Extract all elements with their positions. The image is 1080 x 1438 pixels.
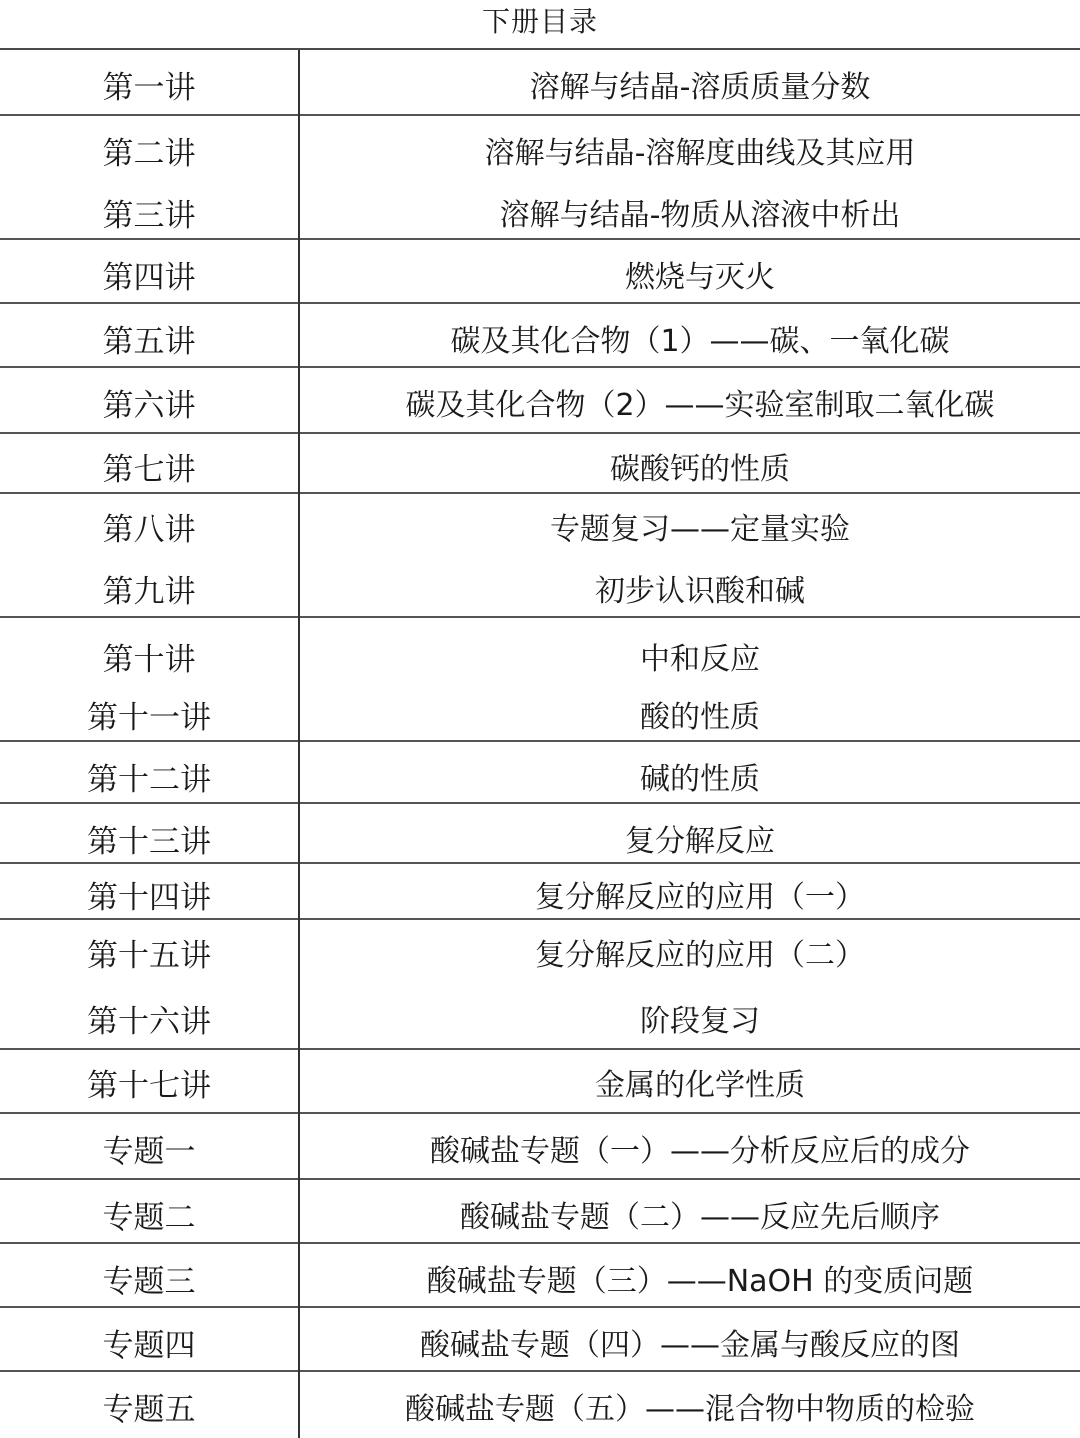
table-row — [0, 494, 1080, 618]
lecture-topic: 酸碱盐专题（三）——NaOH 的变质问题 — [426, 1264, 974, 1299]
table-row — [0, 1244, 1080, 1308]
page-title: 下册目录 — [481, 5, 598, 38]
table-row — [0, 742, 1080, 804]
lecture-topic: 酸碱盐专题（五）——混合物中物质的检验 — [405, 1392, 975, 1427]
lecture-topic: 燃烧与灭火 — [625, 260, 775, 295]
lecture-topic: 溶解与结晶-物质从溶液中析出 — [499, 198, 901, 233]
table-row — [0, 618, 1080, 742]
lecture-topic: 酸碱盐专题（二）——反应先后顺序 — [460, 1200, 940, 1235]
lecture-topic: 复分解反应的应用（二） — [535, 938, 865, 973]
table-row — [0, 434, 1080, 494]
lecture-number: 专题一 — [102, 1134, 196, 1170]
table-row — [0, 368, 1080, 434]
lecture-topic: 复分解反应 — [625, 824, 775, 859]
lecture-number: 第十四讲 — [87, 880, 211, 916]
lecture-number: 专题四 — [102, 1328, 196, 1364]
lecture-topic: 溶解与结晶-溶解度曲线及其应用 — [484, 136, 916, 171]
table-row — [0, 1050, 1080, 1114]
lecture-number: 第八讲 — [102, 512, 196, 548]
table-row — [0, 864, 1080, 920]
lecture-number: 第六讲 — [102, 388, 196, 424]
table-row — [0, 304, 1080, 368]
lecture-number: 第十五讲 — [87, 938, 211, 974]
lecture-topic: 酸的性质 — [640, 700, 760, 735]
lecture-topic: 酸碱盐专题（一）——分析反应后的成分 — [430, 1134, 970, 1169]
table-row — [0, 1372, 1080, 1438]
lecture-number: 第十一讲 — [87, 700, 211, 736]
lecture-number: 专题五 — [102, 1392, 196, 1428]
lecture-number: 第四讲 — [102, 260, 196, 296]
lecture-number: 第三讲 — [102, 198, 196, 234]
table-row — [0, 920, 1080, 1050]
lecture-topic: 溶解与结晶-溶质质量分数 — [529, 70, 871, 105]
lecture-topic: 金属的化学性质 — [595, 1068, 805, 1103]
lecture-topic: 复分解反应的应用（一） — [535, 880, 865, 915]
lecture-number: 第十六讲 — [87, 1004, 211, 1040]
table-of-contents — [0, 48, 1080, 1438]
lecture-topic: 碳酸钙的性质 — [610, 452, 790, 487]
lecture-number: 第十讲 — [102, 642, 196, 678]
table-row — [0, 50, 1080, 116]
lecture-topic: 专题复习——定量实验 — [550, 512, 850, 547]
table-row — [0, 804, 1080, 864]
table-row — [0, 1180, 1080, 1244]
lecture-number: 第九讲 — [102, 574, 196, 610]
lecture-number: 第二讲 — [102, 136, 196, 172]
lecture-topic: 阶段复习 — [640, 1004, 760, 1039]
lecture-number: 第十二讲 — [87, 762, 211, 798]
lecture-topic: 碳及其化合物（1）——碳、一氧化碳 — [450, 324, 950, 359]
lecture-number: 第一讲 — [102, 70, 196, 106]
lecture-topic: 酸碱盐专题（四）——金属与酸反应的图 — [420, 1328, 960, 1363]
lecture-number: 第七讲 — [102, 452, 196, 488]
lecture-topic: 碱的性质 — [640, 762, 760, 797]
lecture-topic: 初步认识酸和碱 — [595, 574, 805, 609]
lecture-topic: 中和反应 — [640, 642, 760, 677]
table-row — [0, 1114, 1080, 1180]
table-row — [0, 116, 1080, 240]
column-divider — [298, 50, 300, 1438]
lecture-topic: 碳及其化合物（2）——实验室制取二氧化碳 — [405, 388, 995, 423]
lecture-number: 专题三 — [102, 1264, 196, 1300]
lecture-number: 第十七讲 — [87, 1068, 211, 1104]
lecture-number: 专题二 — [102, 1200, 196, 1236]
lecture-number: 第五讲 — [102, 324, 196, 360]
table-row — [0, 240, 1080, 304]
lecture-number: 第十三讲 — [87, 824, 211, 860]
table-row — [0, 1308, 1080, 1372]
